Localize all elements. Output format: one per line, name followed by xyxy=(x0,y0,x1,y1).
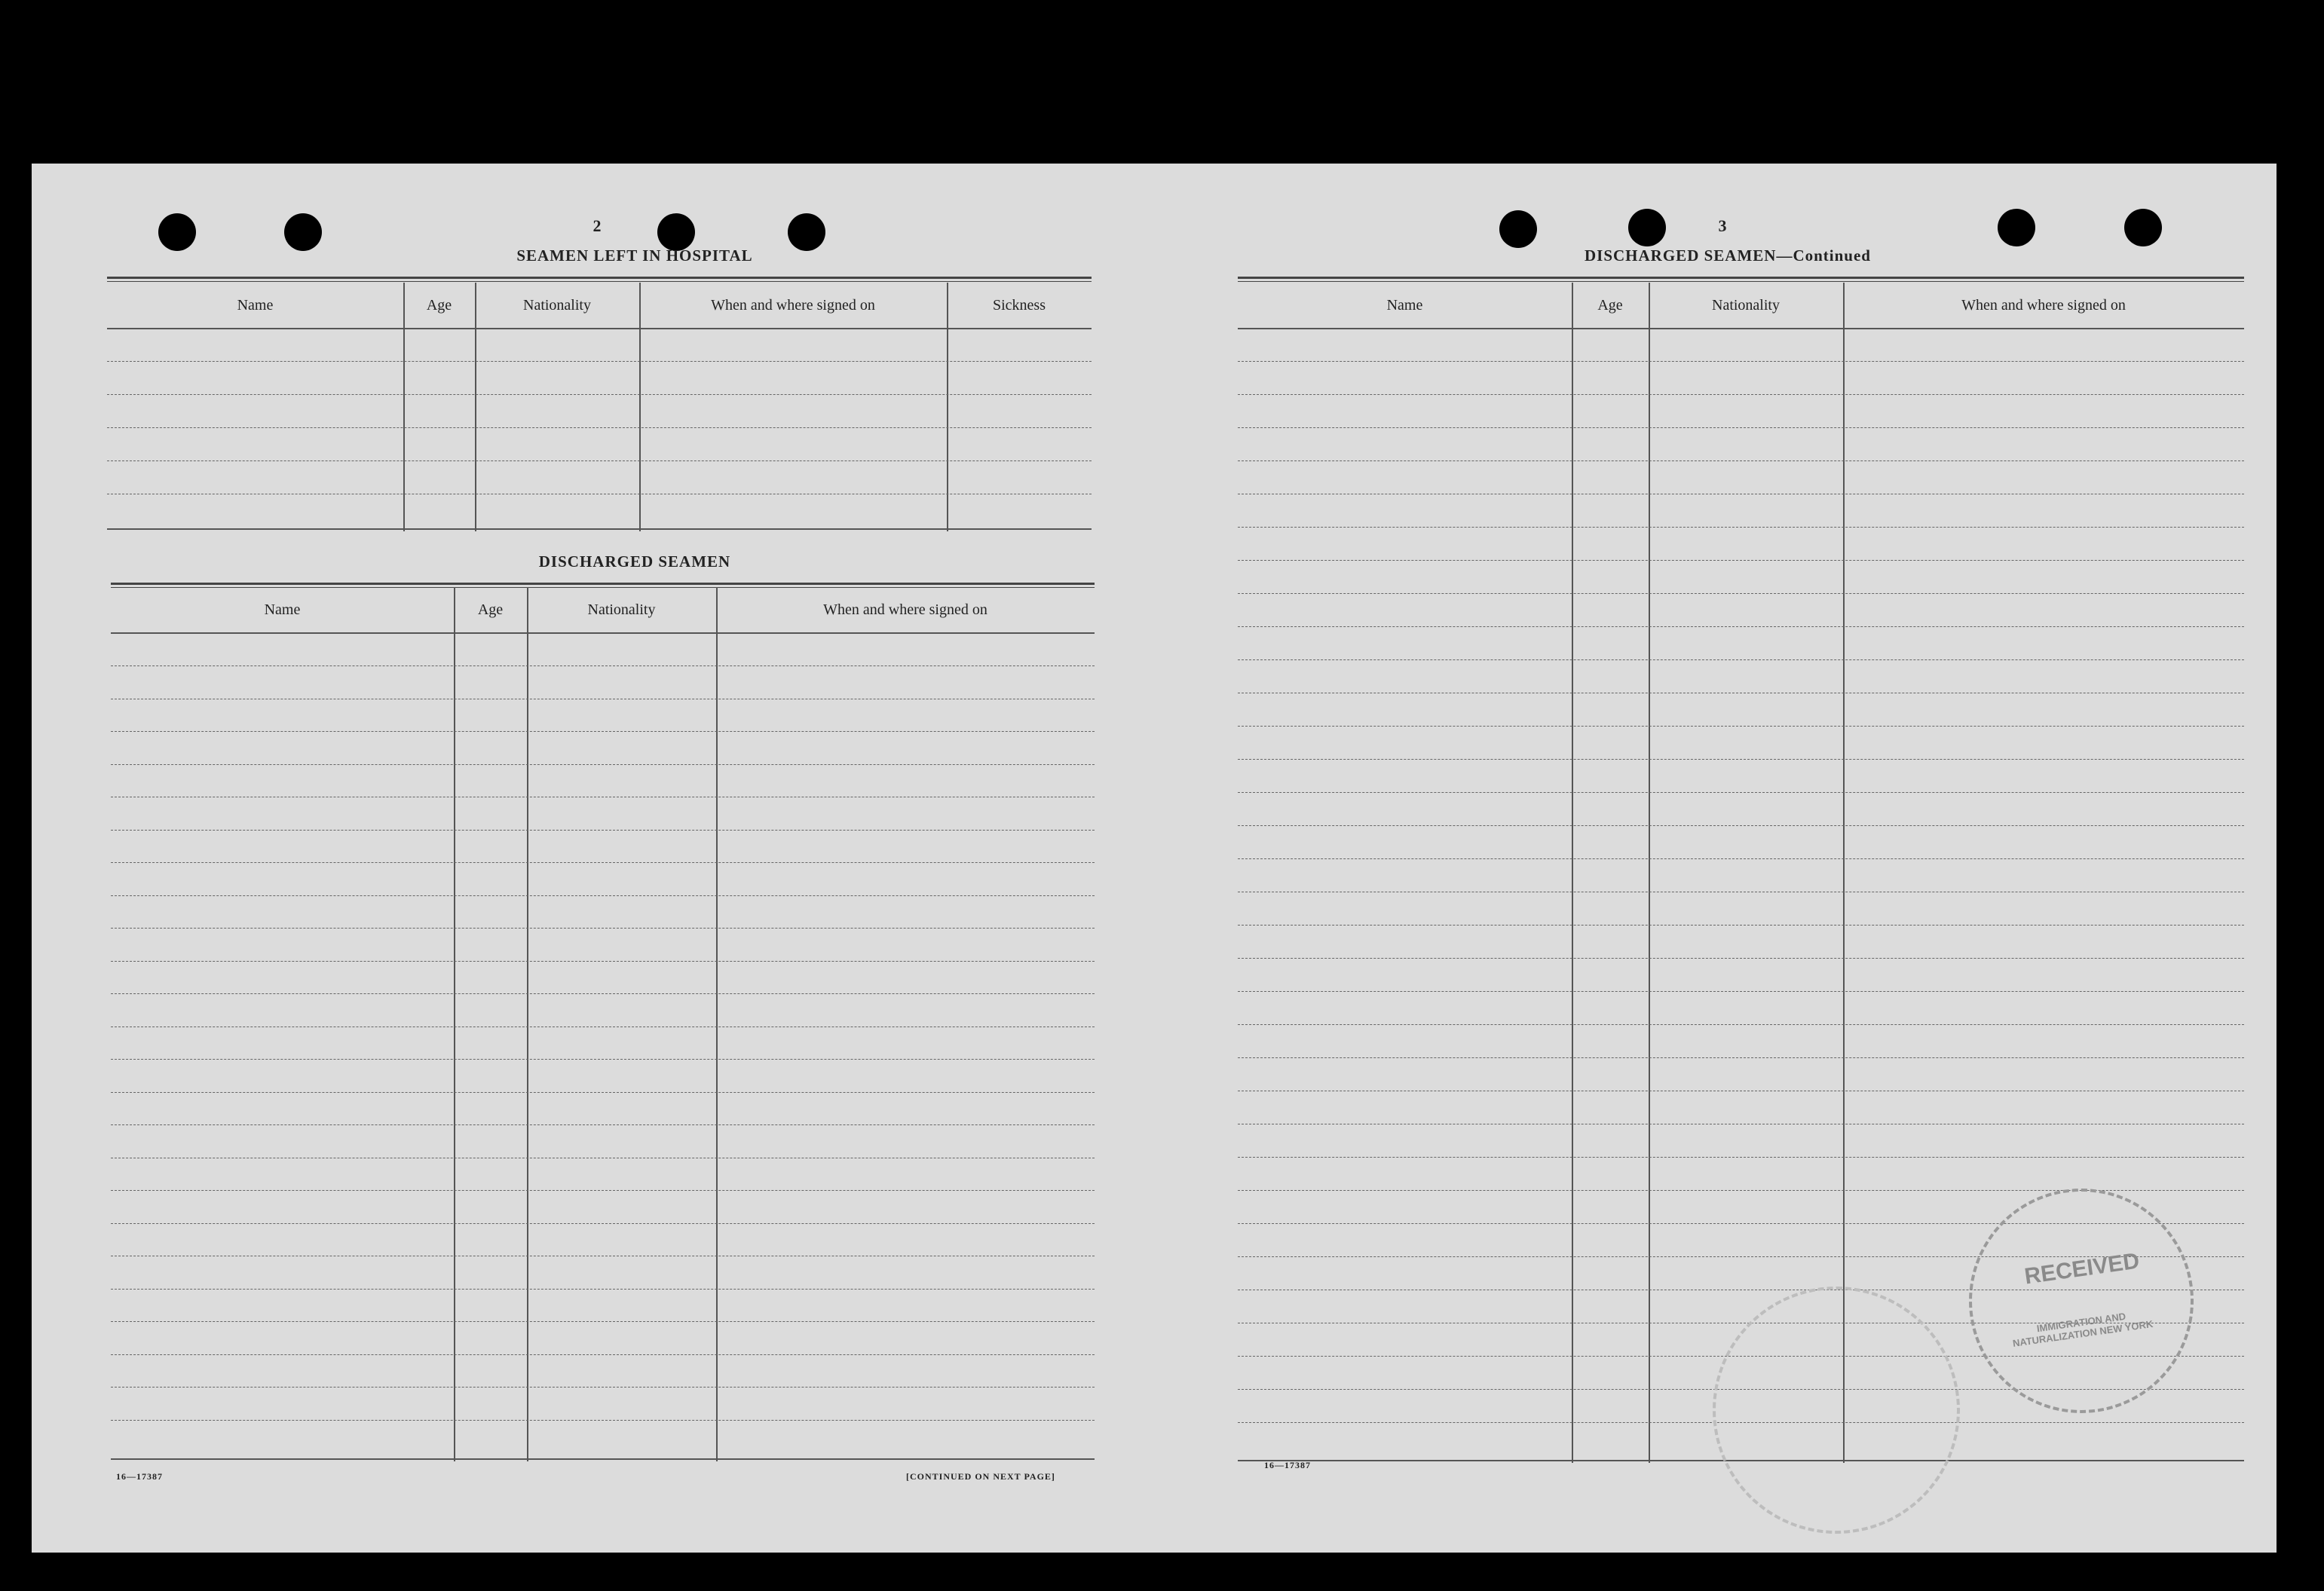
table-row-line xyxy=(1238,958,2244,959)
table-row-line xyxy=(111,731,1095,732)
column-header: Sickness xyxy=(993,296,1046,314)
table-row-line xyxy=(111,895,1095,896)
discharged-continued-title: DISCHARGED SEAMEN—Continued xyxy=(1585,246,1871,265)
table-row-line xyxy=(1238,825,2244,826)
table-row-line xyxy=(1238,659,2244,660)
table-row-line xyxy=(111,1354,1095,1355)
table-row-line xyxy=(111,1420,1095,1421)
form-number-left: 16—17387 xyxy=(116,1471,163,1482)
column-header: When and where signed on xyxy=(1961,296,2126,314)
table-row-line xyxy=(1238,361,2244,362)
hospital-section-title: SEAMEN LEFT IN HOSPITAL xyxy=(516,246,753,265)
table-row-line xyxy=(1238,1024,2244,1025)
table-row-line xyxy=(111,764,1095,765)
punch-hole xyxy=(2124,209,2162,246)
column-header: Nationality xyxy=(523,296,591,314)
stamp-text: RECEIVED xyxy=(2022,1248,2142,1290)
column-header: Nationality xyxy=(1712,296,1780,314)
table-row-line xyxy=(111,1092,1095,1093)
table-row-line xyxy=(1238,1157,2244,1158)
table-row-line xyxy=(111,862,1095,863)
table-row-line xyxy=(1238,759,2244,760)
punch-hole xyxy=(1628,209,1666,246)
column-header: When and where signed on xyxy=(711,296,875,314)
page-number-left: 2 xyxy=(592,216,602,235)
column-header: When and where signed on xyxy=(823,601,987,618)
punch-hole xyxy=(788,213,825,251)
punch-hole xyxy=(657,213,695,251)
table-row-line xyxy=(111,1190,1095,1191)
continued-note: [CONTINUED ON NEXT PAGE] xyxy=(906,1471,1055,1482)
table-row-line xyxy=(111,1321,1095,1322)
received-stamp xyxy=(1969,1189,2194,1413)
table-row-line xyxy=(111,830,1095,831)
divider xyxy=(1238,277,2244,282)
stamp-subtext: IMMIGRATION AND NATURALIZATION NEW YORK xyxy=(2012,1310,2154,1349)
table-row-line xyxy=(1238,991,2244,992)
table-row-line xyxy=(1238,925,2244,926)
faded-stamp xyxy=(1713,1287,1960,1534)
table-row-line xyxy=(1238,527,2244,528)
table-row-line xyxy=(1238,726,2244,727)
form-number-right: 16—17387 xyxy=(1264,1460,1311,1470)
punch-hole xyxy=(284,213,322,251)
table-row-line xyxy=(1238,626,2244,627)
table-row-line xyxy=(1238,1057,2244,1058)
divider xyxy=(107,277,1092,282)
column-header: Age xyxy=(1597,296,1623,314)
table-row-line xyxy=(111,1124,1095,1125)
table-row-line xyxy=(1238,394,2244,395)
table-row-line xyxy=(111,928,1095,929)
column-header: Name xyxy=(1386,296,1423,314)
table-row-line xyxy=(111,1387,1095,1388)
punch-hole xyxy=(1499,210,1537,248)
table-row-line xyxy=(1238,593,2244,594)
table-row-line xyxy=(1238,427,2244,428)
table-row-line xyxy=(1238,858,2244,859)
document-sheet xyxy=(32,164,2277,1553)
column-header: Name xyxy=(264,601,301,618)
punch-hole xyxy=(1998,209,2035,246)
table-row-line xyxy=(1238,560,2244,561)
page-number-right: 3 xyxy=(1718,216,1727,235)
column-header: Name xyxy=(237,296,274,314)
table-row-line xyxy=(111,993,1095,994)
column-header: Age xyxy=(426,296,452,314)
table-row-line xyxy=(111,1059,1095,1060)
table-row-line xyxy=(1238,460,2244,461)
table-row-line xyxy=(111,1223,1095,1224)
table-row-line xyxy=(111,961,1095,962)
column-header: Age xyxy=(477,601,504,618)
discharged-table-left xyxy=(111,587,1095,1461)
hospital-table xyxy=(107,283,1092,531)
column-header: Nationality xyxy=(587,601,656,618)
table-row-line xyxy=(1238,792,2244,793)
punch-hole xyxy=(158,213,196,251)
table-row-line xyxy=(111,1289,1095,1290)
table-row-line xyxy=(111,665,1095,666)
discharged-section-title: DISCHARGED SEAMEN xyxy=(538,552,731,571)
